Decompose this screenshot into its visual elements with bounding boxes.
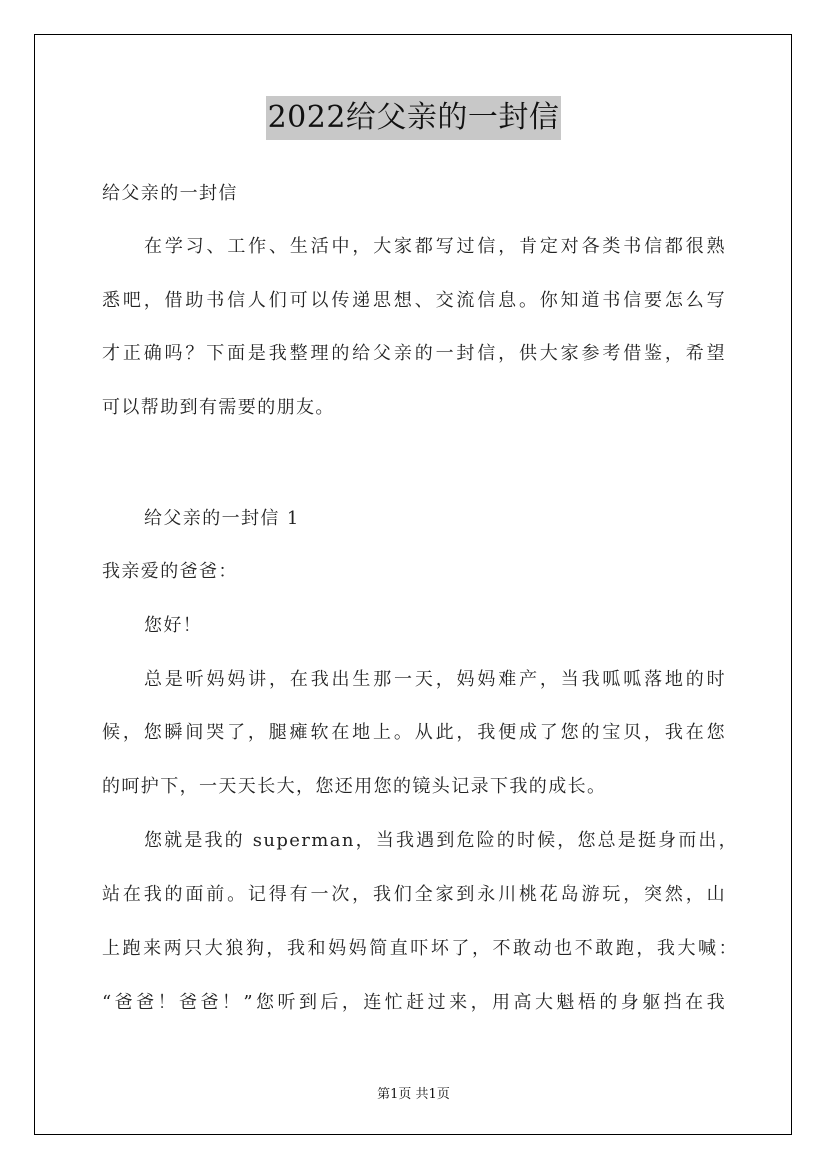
title-container — [0, 96, 827, 140]
text-line: 总是听妈妈讲，在我出生那一天，妈妈难产，当我呱呱落地的时 — [144, 669, 726, 690]
text-line: 悉吧，借助书信人们可以传递思想、交流信息。你知道书信要怎么写 — [102, 290, 726, 311]
text-line: 的呵护下，一天天长大，您还用您的镜头记录下我的成长。 — [102, 776, 607, 797]
document-title: 2022给父亲的一封信 — [266, 96, 562, 140]
text-line: 上跑来两只大狼狗，我和妈妈简直吓坏了，不敢动也不敢跑，我大喊： — [102, 938, 738, 959]
text-line: 可以帮助到有需要的朋友。 — [102, 397, 335, 418]
section-heading: 给父亲的一封信 1 — [144, 508, 300, 529]
text-line: 站在我的面前。记得有一次，我们全家到永川桃花岛游玩，突然，山 — [102, 884, 726, 905]
salutation: 我亲爱的爸爸： — [102, 561, 238, 582]
text-line: 您就是我的 superman，当我遇到危险的时候，您总是挺身而出， — [144, 830, 738, 851]
text-line: 候，您瞬间哭了，腿瘫软在地上。从此，我便成了您的宝贝，我在您 — [102, 722, 726, 743]
greeting: 您好！ — [144, 615, 203, 636]
text-line: 给父亲的一封信 — [102, 183, 238, 204]
text-line: “爸爸！爸爸！”您听到后，连忙赶过来，用高大魁梧的身躯挡在我 — [102, 992, 726, 1013]
text-line: 在学习、工作、生活中，大家都写过信，肯定对各类书信都很熟 — [144, 236, 726, 257]
text-line: 才正确吗？下面是我整理的给父亲的一封信，供大家参考借鉴，希望 — [102, 343, 726, 364]
page-footer: 第1页 共1页 — [377, 1087, 450, 1102]
